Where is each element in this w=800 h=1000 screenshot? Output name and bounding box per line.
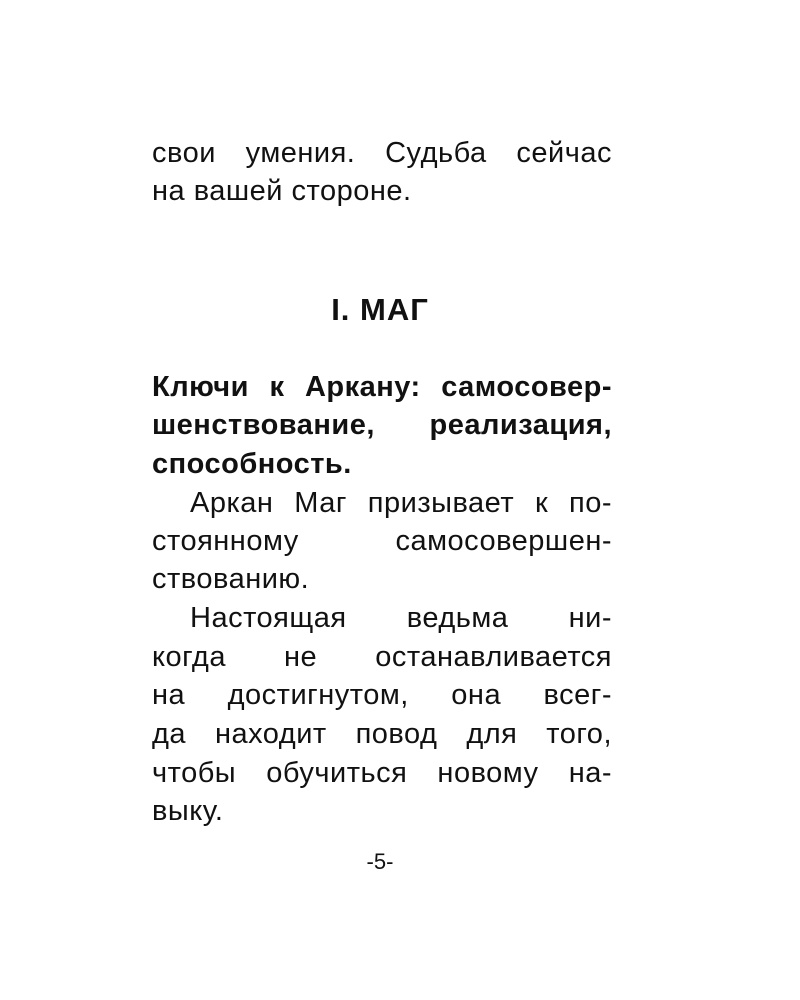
text-line: на вашей стороне. xyxy=(152,175,412,207)
bold-text-line: способность. xyxy=(152,448,352,480)
text-line: Аркан Маг призывает к по- xyxy=(190,487,612,519)
text-line: свои умения. Судьба сейчас xyxy=(152,137,612,169)
text-line: стоянному самосовершен- xyxy=(152,525,612,557)
text-line: когда не останавливается xyxy=(152,641,612,673)
text-line: на достигнутом, она всег- xyxy=(152,679,612,711)
section-title: I. МАГ xyxy=(331,292,429,327)
text-line: чтобы обучиться новому на- xyxy=(152,757,612,789)
text-line: Настоящая ведьма ни- xyxy=(190,602,612,634)
bold-text-line: Ключи к Аркану: самосовер- xyxy=(152,371,612,403)
page-number: -5- xyxy=(366,849,394,874)
text-line: ствованию. xyxy=(152,563,310,595)
text-line: да находит повод для того, xyxy=(152,718,612,750)
bold-text-line: шенствование, реализация, xyxy=(152,409,612,441)
text-line: выку. xyxy=(152,795,224,827)
